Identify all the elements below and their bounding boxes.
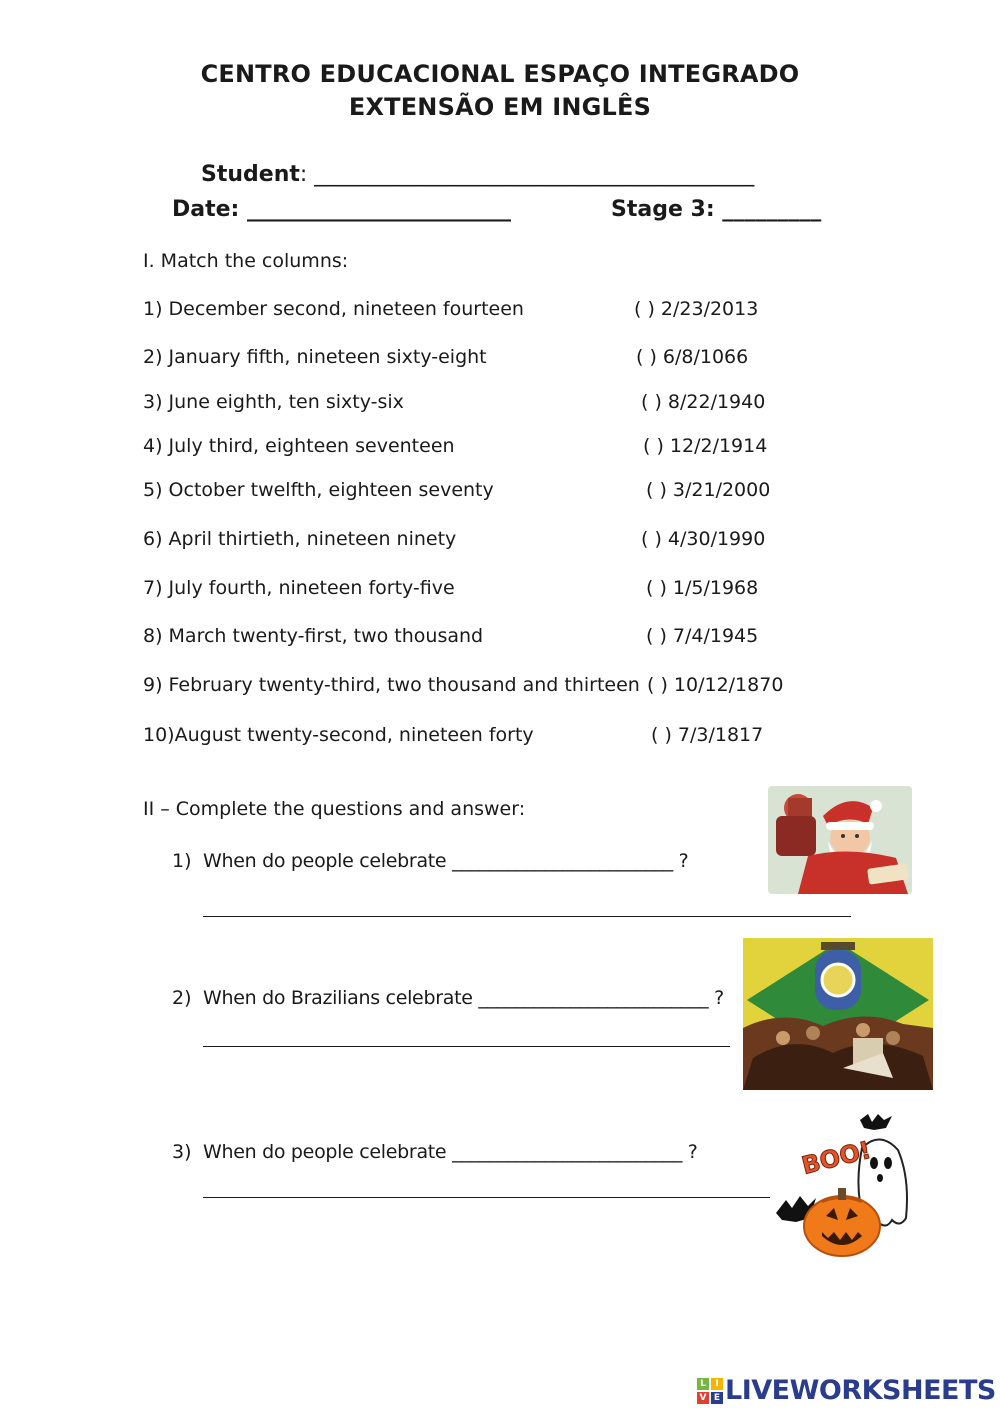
answer-line[interactable]	[203, 916, 851, 917]
halloween-icon	[770, 1108, 915, 1258]
match-item-left: 3) June eighth, ten sixty-six	[143, 391, 404, 413]
logo-letter: E	[711, 1392, 723, 1404]
match-item-left: 5) October twelfth, eighteen seventy	[143, 479, 494, 501]
question-text[interactable]: When do people celebrate ________________________ ?	[203, 850, 689, 872]
student-label: Student	[201, 162, 300, 187]
match-item-right[interactable]: ( ) 1/5/1968	[646, 577, 759, 599]
match-item-right[interactable]: ( ) 2/23/2013	[634, 298, 759, 320]
answer-line[interactable]	[203, 1197, 773, 1198]
match-item-right[interactable]: ( ) 7/4/1945	[646, 625, 759, 647]
student-blank: : ________________________________________	[299, 162, 755, 187]
brazil-flag-icon	[743, 938, 933, 1090]
question-text[interactable]: When do people celebrate _________________________ ?	[203, 1141, 698, 1163]
logo-letter: L	[697, 1378, 709, 1390]
match-item-left: 10)August twenty-second, nineteen forty	[143, 724, 534, 746]
match-item-left: 2) January fifth, nineteen sixty-eight	[143, 346, 487, 368]
match-item-right[interactable]: ( ) 10/12/1870	[647, 674, 784, 696]
match-item-right[interactable]: ( ) 7/3/1817	[651, 724, 764, 746]
section2-heading: II – Complete the questions and answer:	[143, 798, 526, 820]
liveworksheets-logo	[697, 1375, 996, 1406]
date-field: Date: ________________________	[172, 197, 512, 222]
logo-badge-icon	[697, 1378, 723, 1404]
match-item-left: 7) July fourth, nineteen forty-five	[143, 577, 455, 599]
question-number: 3)	[172, 1141, 192, 1163]
match-item-left: 6) April thirtieth, nineteen ninety	[143, 528, 457, 550]
page-subtitle: EXTENSÃO EM INGLÊS	[348, 93, 652, 121]
match-item-right[interactable]: ( ) 8/22/1940	[641, 391, 766, 413]
question-text[interactable]: When do Brazilians celebrate _________________________ ?	[203, 987, 724, 1009]
section1-heading: I. Match the columns:	[143, 250, 349, 272]
question-number: 2)	[172, 987, 192, 1009]
match-item-left: 1) December second, nineteen fourteen	[143, 298, 524, 320]
logo-text: LIVEWORKSHEETS	[725, 1375, 996, 1406]
santa-claus-image	[768, 786, 912, 894]
student-field	[201, 162, 754, 187]
boo-text: BOO!	[798, 1135, 874, 1180]
match-item-left: 4) July third, eighteen seventeen	[143, 435, 455, 457]
match-item-right[interactable]: ( ) 12/2/1914	[643, 435, 768, 457]
santa-claus-icon	[768, 786, 912, 894]
question-number: 1)	[172, 850, 192, 872]
stage-field: Stage 3: _________	[611, 197, 822, 222]
answer-line[interactable]	[203, 1046, 730, 1047]
page-title: CENTRO EDUCACIONAL ESPAÇO INTEGRADO	[200, 60, 800, 88]
logo-letter: V	[697, 1392, 709, 1404]
halloween-image	[770, 1108, 915, 1258]
brazil-independence-image	[743, 938, 933, 1090]
match-item-left: 8) March twenty-first, two thousand	[143, 625, 484, 647]
match-item-right[interactable]: ( ) 3/21/2000	[646, 479, 771, 501]
match-item-left: 9) February twenty-third, two thousand and thirteen	[143, 674, 640, 696]
logo-letter: I	[711, 1378, 723, 1390]
match-item-right[interactable]: ( ) 6/8/1066	[636, 346, 749, 368]
match-item-right[interactable]: ( ) 4/30/1990	[641, 528, 766, 550]
